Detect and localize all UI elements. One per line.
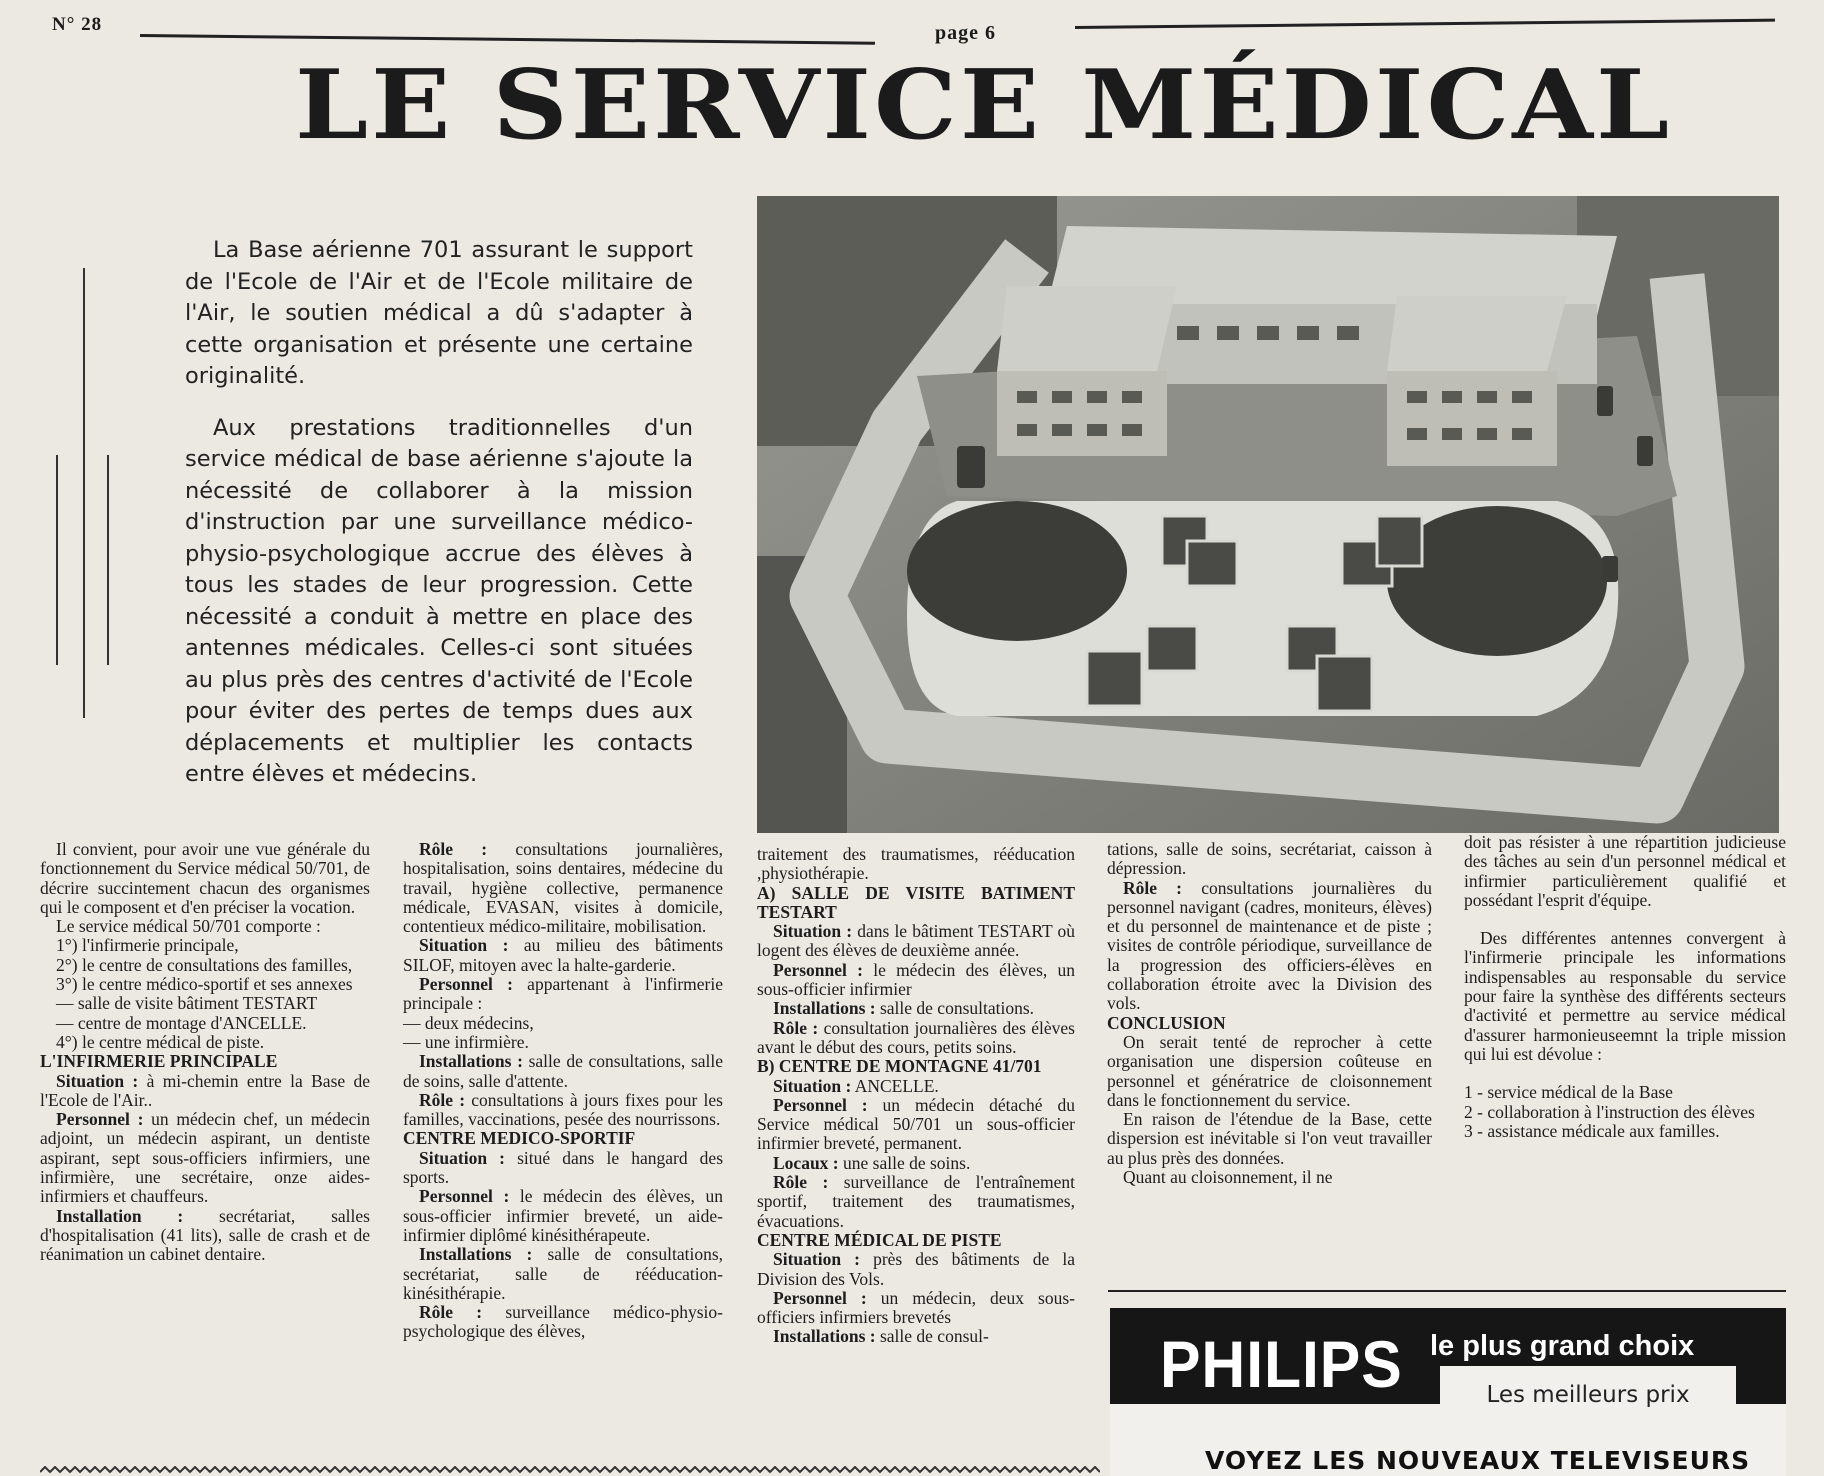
label: Rôle : <box>773 1172 829 1193</box>
text: surveillance médico-physio-psychologique des élèves, <box>403 1302 723 1342</box>
c3-locaux <box>757 1154 1075 1173</box>
label: Installations : <box>773 1326 876 1347</box>
c5-paragraph-0: doit pas résister à une répartition judicieuse des tâches au sein d'un personnel médical et infirmier particulièrement qualifié et possédant l'esprit d'équipe. <box>1464 832 1786 910</box>
column-5 <box>1464 833 1786 1141</box>
c5-list-1: 1 - service médical de la Base <box>1464 1082 1673 1103</box>
ad-price-box: Les meilleurs prix <box>1440 1366 1736 1424</box>
c1-personnel <box>40 1110 370 1206</box>
c2-heading-medico-sportif: CENTRE MEDICO-SPORTIF <box>403 1128 636 1149</box>
header-rule-right <box>1075 19 1775 29</box>
aerial-photo-icon <box>757 196 1779 833</box>
intro-text <box>185 235 693 811</box>
text: consultation journalières des élèves avant le début des cours, petits soins. <box>757 1017 1075 1057</box>
c1-heading-infirmerie: L'INFIRMERIE PRINCIPALE <box>40 1051 278 1072</box>
text: un médecin chef, un médecin adjoint, un médecin aspirant, un dentiste aspirant, sept sous-officiers infirmiers, une infirmière, une secrétaire, onze aides-infirmiers et chauffeurs. <box>40 1109 371 1207</box>
text: le médecin des élèves, un sous-officier infirmier breveté, un aide-infirmier diplômé kinésithérapeute. <box>403 1186 723 1245</box>
c5-paragraph-1: Des différentes antennes convergent à l'infirmerie principale les informations indispensables au responsable du service pour faire la synthèse des différents secteurs d'activité et permettre au service médical d'assurer harmonieuseemnt la triple mission qui lui est dévolue : <box>1464 928 1786 1064</box>
philips-logo-icon: PHILIPS <box>1160 1327 1403 1401</box>
label: Situation : <box>56 1070 139 1091</box>
c4-role <box>1107 879 1432 1014</box>
label: Situation : <box>773 1249 860 1270</box>
c1-list-1: 1°) l'infirmerie principale, <box>56 935 239 956</box>
text: salle de consultations, salle de soins, salle d'attente. <box>403 1051 724 1091</box>
label: Personnel : <box>773 1094 868 1115</box>
c1-situation <box>40 1072 370 1111</box>
c4-paragraph-0: tations, salle de soins, secrétariat, caisson à dépression. <box>1107 839 1432 879</box>
c3-situation <box>757 922 1075 961</box>
label: Personnel : <box>419 1186 510 1207</box>
intro-paragraph-1: La Base aérienne 701 assurant le support de l'Ecole de l'Air et de l'Ecole militaire de l'Air, le soutien médical a dû s'adapter à cette organisation et présente une certaine originalité. <box>185 237 693 389</box>
c1-list-5: — centre de montage d'ANCELLE. <box>56 1012 307 1033</box>
label: Situation : <box>773 1075 852 1096</box>
page-number: page 6 <box>935 22 996 44</box>
text: surveillance de l'entraînement sportif, traitement des traumatismes, évacuations. <box>757 1172 1075 1231</box>
c4-paragraph-1: On serait tenté de reprocher à cette organisation une dispersion coûteuse en personnel et génératrice de cloisonnement dans le fonctionnement du service. <box>1107 1031 1432 1110</box>
c2-role-2 <box>403 1091 723 1130</box>
text: salle de consultations. <box>879 998 1035 1019</box>
philips-advertisement <box>1110 1308 1786 1476</box>
infirmary-building-illustration <box>757 196 1779 833</box>
c1-list-2: 2°) le centre de consultations des familles, <box>56 954 353 975</box>
c1-list-3: 3°) le centre médico-sportif et ses annexes <box>56 974 353 995</box>
c3-role-2 <box>757 1173 1075 1231</box>
c1-paragraph-1: Il convient, pour avoir une vue générale du fonctionnement du Service médical 50/701, de décrire succintement chacun des organismes qui le composent et d'en préciser la vocation. <box>40 839 370 917</box>
c3-heading-montagne: B) CENTRE DE MONTAGNE 41/701 <box>757 1056 1042 1077</box>
issue-number: N° 28 <box>52 14 103 35</box>
c1-list-4: — salle de visite bâtiment TESTART <box>56 993 318 1014</box>
text: secrétariat, salles d'hospitalisation (41 lits), salle de crash et de réanimation un cabinet dentaire. <box>40 1205 370 1265</box>
text: un médecin détaché du Service médical 50/701 un sous-officier infirmier breveté, permanent. <box>757 1094 1075 1154</box>
c3-role <box>757 1019 1075 1058</box>
c2-installations-2 <box>403 1245 723 1303</box>
text: le médecin des élèves, un sous-officier infirmier <box>757 959 1075 1000</box>
ad-top-rule <box>1108 1290 1786 1292</box>
label: Situation : <box>419 935 509 956</box>
intro-rule-3 <box>107 455 109 665</box>
c2-personnel-2: — une infirmière. <box>403 1031 529 1052</box>
label: Personnel : <box>773 959 863 980</box>
label: Personnel : <box>419 974 513 995</box>
c5-list-3: 3 - assistance médicale aux familles. <box>1464 1120 1720 1141</box>
text: ANCELLE. <box>854 1075 939 1096</box>
c3-situation-2 <box>757 1077 1075 1096</box>
intro-paragraph-2: Aux prestations traditionnelles d'un service médical de base aérienne s'ajoute la nécessité de collaborer à la mission d'instruction par une surveillance médico-physio-psychologique accrue des élèves à tous les stades de leur progression. Cette nécessité a conduit à mettre en place des antennes médicales. Celles-ci sont situées au plus près des centres d'activité de l'Ecole pour éviter des pertes de temps dues aux déplacements et multiplier les contacts entre élèves et médecins. <box>185 414 693 787</box>
c2-role <box>403 840 723 936</box>
c3-installations <box>757 999 1075 1018</box>
column-4 <box>1107 840 1432 1187</box>
text: au milieu des bâtiments SILOF, mitoyen avec la halte-garderie. <box>403 935 724 975</box>
c2-situation-2 <box>403 1149 723 1188</box>
label: Rôle : <box>1123 877 1183 898</box>
c1-list-6: 4°) le centre médical de piste. <box>56 1031 265 1052</box>
c3-personnel-3 <box>757 1289 1075 1328</box>
c4-paragraph-3: Quant au cloisonnement, il ne <box>1123 1167 1333 1188</box>
text: consultations journalières, hospitalisation, soins dentaires, médecine du travail, hygiène collective, permanence médicale, EVASAN, visites à domicile, contentieux médico-militaire, mobilisation. <box>403 839 723 937</box>
text: salle de consul- <box>879 1326 989 1347</box>
c3-heading-piste: CENTRE MÉDICAL DE PISTE <box>757 1229 1002 1250</box>
text: consultations journalières du personnel navigant (cadres, moniteurs, élèves) et du personnel de maintenance et de piste ; visites de contrôle périodique, surveillance de la progression des officiers-élèves en collaboration étroite avec la Division des vols. <box>1107 877 1432 1014</box>
column-2 <box>403 840 723 1342</box>
c2-situation <box>403 936 723 975</box>
label: Rôle : <box>773 1017 819 1038</box>
label: Situation : <box>773 921 853 942</box>
c3-paragraph-0: traitement des traumatismes, rééducation ,physiothérapie. <box>757 844 1075 884</box>
c2-installations <box>403 1052 723 1091</box>
ad-televisions-line: VOYEZ LES NOUVEAUX TELEVISEURS <box>1205 1446 1751 1475</box>
c2-role-3 <box>403 1303 723 1342</box>
text: consultations à jours fixes pour les familles, vaccinations, pesée des nourrissons. <box>403 1089 723 1130</box>
label: Installations : <box>773 998 876 1019</box>
page-title: LE SERVICE MÉDICAL <box>295 48 1673 162</box>
label: Installations : <box>419 1244 533 1265</box>
c4-paragraph-2: En raison de l'étendue de la Base, cette dispersion est inévitable si l'on veut travailler au plus près des données. <box>1107 1109 1432 1168</box>
text: près des bâtiments de la Division des Vols. <box>757 1249 1076 1289</box>
label: Locaux : <box>773 1152 839 1173</box>
c3-heading-testart: A) SALLE DE VISITE BATIMENT TESTART <box>757 882 1075 922</box>
c1-paragraph-2: Le service médical 50/701 comporte : <box>56 916 321 937</box>
header-rule-left <box>140 34 875 45</box>
c3-situation-3 <box>757 1250 1075 1289</box>
c4-heading-conclusion: CONCLUSION <box>1107 1012 1226 1033</box>
text: dans le bâtiment TESTART où logent des élèves de deuxième année. <box>757 921 1075 961</box>
label: Rôle : <box>419 1089 466 1110</box>
label: Rôle : <box>419 1302 483 1323</box>
label: Rôle : <box>419 839 488 859</box>
c5-gap-2 <box>1464 1064 1786 1083</box>
c2-personnel-2b <box>403 1187 723 1245</box>
label: Installation : <box>56 1205 184 1226</box>
label: Situation : <box>419 1147 506 1168</box>
ad-tagline: le plus grand choix <box>1430 1330 1695 1362</box>
text: appartenant à l'infirmerie principale : <box>403 974 723 1014</box>
c2-personnel-1: — deux médecins, <box>403 1012 534 1033</box>
text: situé dans le hangard des sports. <box>403 1147 724 1188</box>
column-3 <box>757 845 1075 1347</box>
c1-installation <box>40 1207 370 1265</box>
intro-rule-2 <box>56 455 58 665</box>
label: Personnel : <box>56 1109 144 1130</box>
column-1 <box>40 840 370 1265</box>
c5-gap-1 <box>1464 910 1786 929</box>
c3-installations-3 <box>757 1327 1075 1346</box>
c3-personnel <box>757 961 1075 1000</box>
c2-personnel <box>403 975 723 1014</box>
c3-personnel-2 <box>757 1096 1075 1154</box>
text: à mi-chemin entre la Base de l'Ecole de l'Air.. <box>40 1070 371 1110</box>
bottom-border-zigzag <box>40 1466 1100 1474</box>
text: une salle de soins. <box>843 1152 971 1173</box>
label: Installations : <box>419 1051 523 1072</box>
intro-rule-1 <box>83 268 85 718</box>
text: un médecin, deux sous-officiers infirmiers brevetés <box>757 1287 1075 1328</box>
text: salle de consultations, secrétariat, salle de rééducation-kinésithérapie. <box>403 1244 724 1303</box>
c5-list-2: 2 - collaboration à l'instruction des élèves <box>1464 1101 1755 1122</box>
label: Personnel : <box>773 1287 867 1308</box>
